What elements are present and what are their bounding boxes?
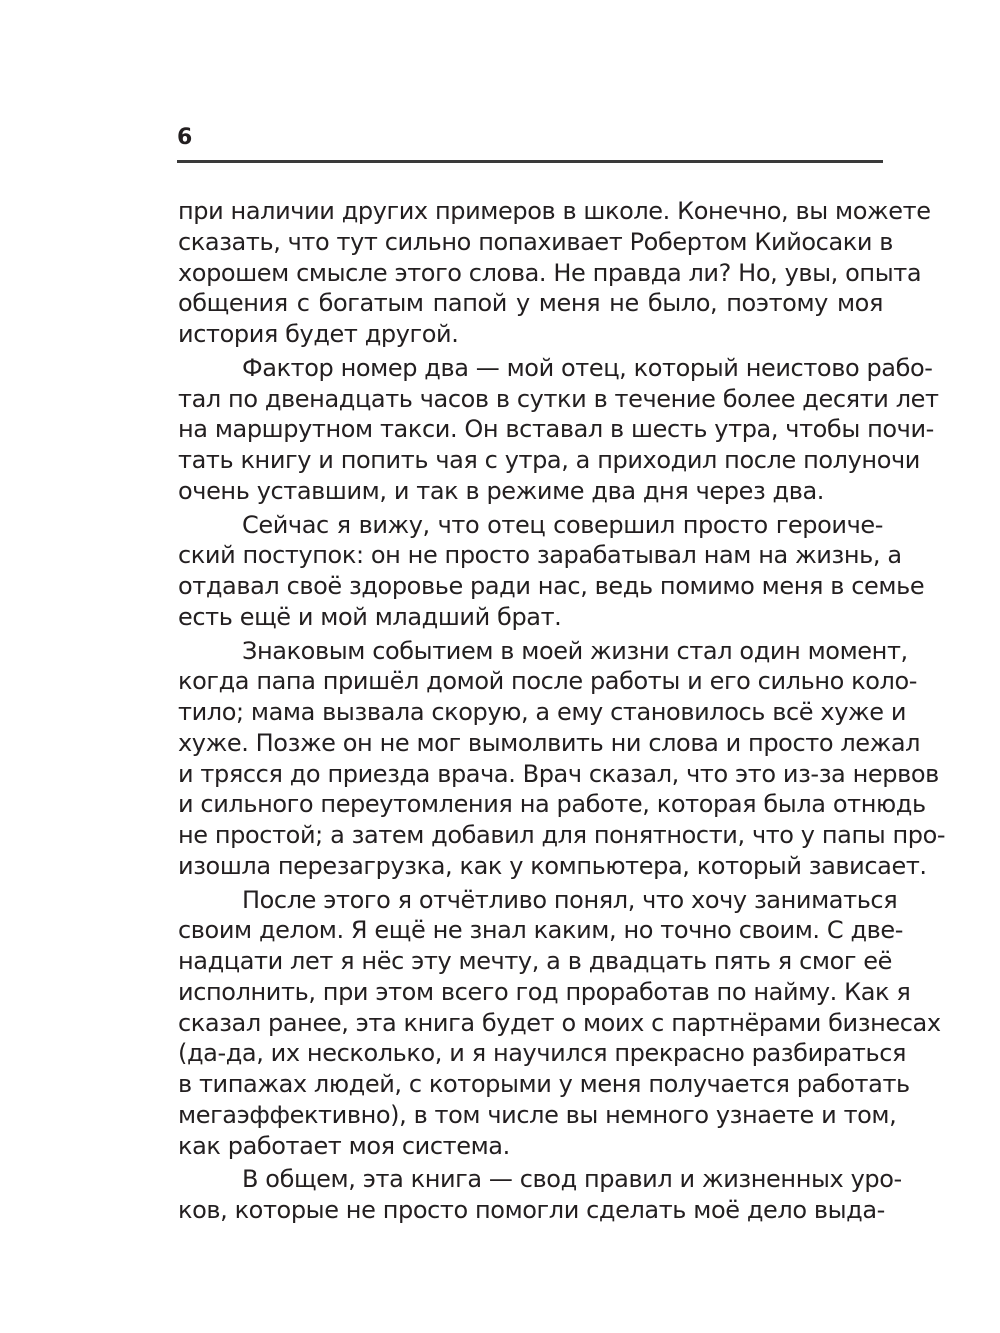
paragraph <box>178 510 925 633</box>
text-line: После этого я отчётливо понял, что хочу заниматься <box>242 885 898 914</box>
text-line: общения с богатым папой у меня не было, поэтому моя <box>178 289 883 318</box>
text-line: как работает моя система. <box>178 1131 510 1160</box>
text-line: тать книгу и попить чая с утра, а приходил после полуночи <box>178 446 920 474</box>
text-line: (да-да, их несколько, и я научился прекрасно разбираться <box>178 1039 907 1068</box>
text-line: на маршрутном такси. Он вставал в шесть утра, чтобы почи- <box>178 415 934 444</box>
text-line: тило; мама вызвала скорую, а ему становилось всё хуже и <box>178 698 907 726</box>
paragraph <box>178 1164 902 1226</box>
paragraph <box>178 636 946 882</box>
text-line: не простой; а затем добавил для понятности, что у папы про- <box>178 821 946 849</box>
paragraph <box>178 885 941 1162</box>
page-number: 6 <box>177 125 193 150</box>
text-line: и трясся до приезда врача. Врач сказал, что это из-за нервов <box>178 759 939 788</box>
text-line: надцати лет я нёс эту мечту, а в двадцать пять я смог её <box>178 947 893 975</box>
text-line: Фактор номер два — мой отец, который неистово рабо- <box>242 353 933 382</box>
text-line: сказал ранее, эта книга будет о моих с партнёрами бизнесах <box>178 1008 941 1037</box>
text-line: В общем, эта книга — свод правил и жизненных уро- <box>242 1165 902 1194</box>
text-line: когда папа пришёл домой после работы и его сильно коло- <box>178 667 918 696</box>
text-line: хуже. Позже он не мог вымолвить ни слова и просто лежал <box>178 728 921 757</box>
text-line: в типажах людей, с которыми у меня получается работать <box>178 1070 910 1098</box>
header-rule <box>177 160 883 163</box>
text-line: отдавал своё здоровье ради нас, ведь помимо меня в семье <box>178 572 925 600</box>
text-line: хорошем смысле этого слова. Не правда ли? Но, увы, опыта <box>178 258 922 287</box>
text-line: история будет другой. <box>178 320 459 348</box>
text-line: Сейчас я вижу, что отец совершил просто героиче- <box>242 510 883 539</box>
paragraph <box>178 196 931 350</box>
text-line: изошла перезагрузка, как у компьютера, который зависает. <box>178 851 927 880</box>
text-line: Знаковым событием в моей жизни стал один момент, <box>242 636 908 665</box>
paragraph <box>178 353 939 507</box>
text-line: ский поступок: он не просто зарабатывал нам на жизнь, а <box>178 541 902 570</box>
text-line: и сильного переутомления на работе, которая была отнюдь <box>178 790 926 819</box>
text-line: есть ещё и мой младший брат. <box>178 602 562 631</box>
body-text <box>178 196 946 1226</box>
text-line: при наличии других примеров в школе. Конечно, вы можете <box>178 197 931 225</box>
text-line: мегаэффективно), в том числе вы немного узнаете и том, <box>178 1100 897 1129</box>
text-line: сказать, что тут сильно попахивает Робертом Кийосаки в <box>178 227 894 256</box>
text-line: тал по двенадцать часов в сутки в течение более десяти лет <box>178 384 939 413</box>
text-line: исполнить, при этом всего год проработав по найму. Как я <box>178 977 911 1006</box>
text-line: ков, которые не просто помогли сделать моё дело выда- <box>178 1196 885 1224</box>
text-line: своим делом. Я ещё не знал каким, но точно своим. С две- <box>178 916 904 945</box>
text-line: очень уставшим, и так в режиме два дня через два. <box>178 476 825 505</box>
